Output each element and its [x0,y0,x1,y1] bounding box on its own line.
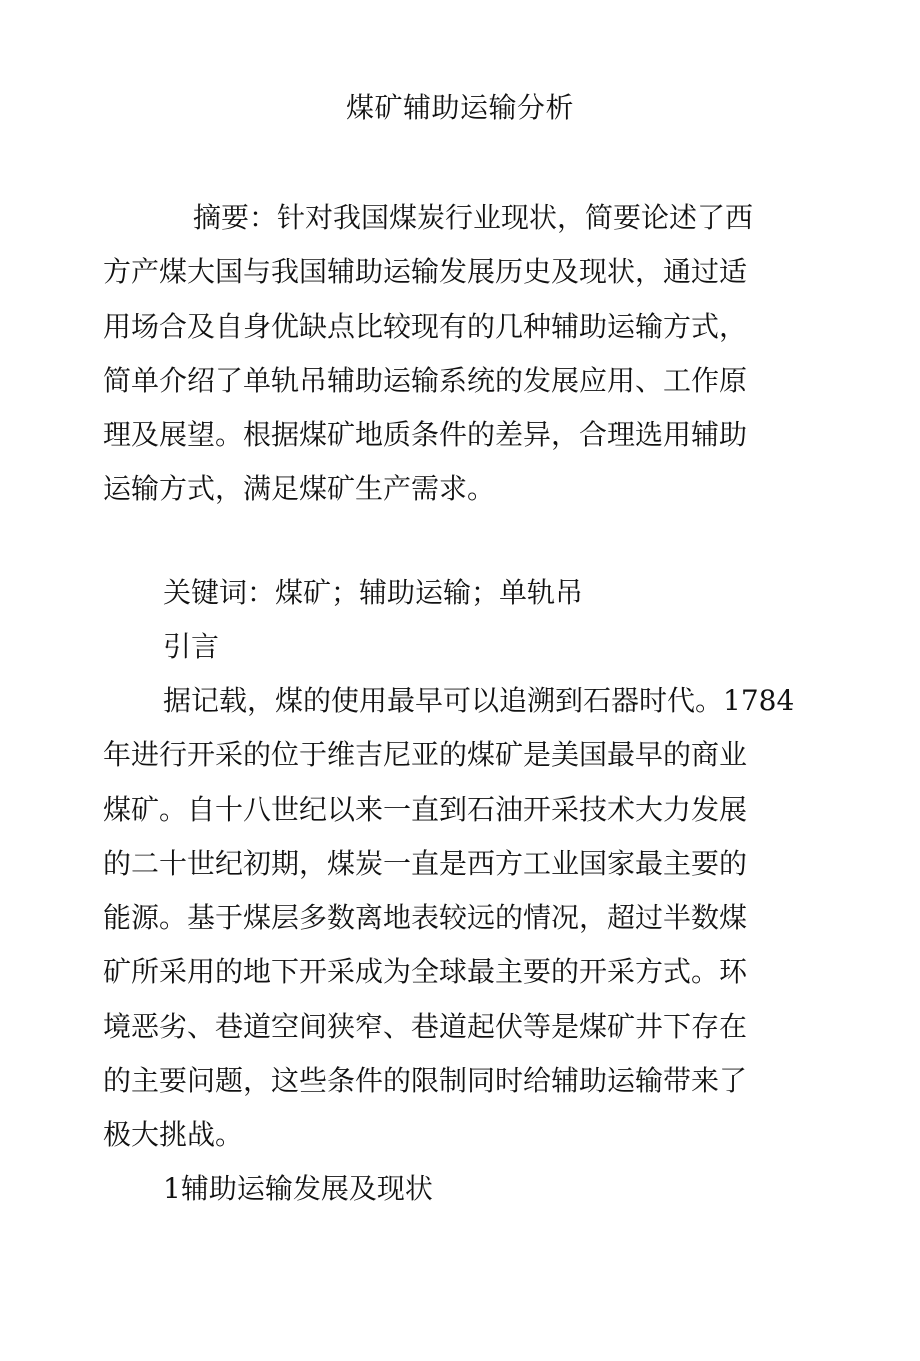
abstract-line: 摘要：针对我国煤炭行业现状，简要论述了西 [193,201,754,234]
section-heading-text: 1辅助运输发展及现状 [163,1172,433,1205]
intro-line: 境恶劣、巷道空间狭窄、巷道起伏等是煤矿井下存在 [103,1009,748,1043]
intro-heading [163,620,843,674]
intro-line: 煤矿。自十八世纪以来一直到石油开采技术大力发展 [103,792,748,826]
abstract-line: 用场合及自身优缺点比较现有的几种辅助运输方式， [103,309,748,343]
section-heading [163,1162,843,1216]
abstract-paragraph [103,191,783,517]
intro-paragraph [103,674,813,1163]
intro-line: 矿所采用的地下开采成为全球最主要的开采方式。环 [103,955,748,989]
intro-line: 能源。基于煤层多数离地表较远的情况，超过半数煤 [103,901,748,935]
abstract-line: 运输方式，满足煤矿生产需求。 [103,472,496,506]
intro-line: 的主要问题，这些条件的限制同时给辅助运输带来了 [103,1064,748,1098]
keywords-line [163,566,843,620]
abstract-line: 简单介绍了单轨吊辅助运输系统的发展应用、工作原 [103,363,748,397]
abstract-line: 理及展望。根据煤矿地质条件的差异，合理选用辅助 [103,418,748,452]
abstract-line: 方产煤大国与我国辅助运输发展历史及现状，通过适 [103,255,748,289]
document-title: 煤矿辅助运输分析 [345,91,574,124]
intro-line: 的二十世纪初期，煤炭一直是西方工业国家最主要的 [103,846,748,880]
intro-line: 年进行开采的位于维吉尼亚的煤矿是美国最早的商业 [103,738,748,772]
keywords-text: 关键词：煤矿；辅助运输；单轨吊 [163,576,584,609]
intro-line: 极大挑战。 [103,1118,244,1152]
intro-line: 据记载，煤的使用最早可以追溯到石器时代。1784 [163,684,795,717]
intro-heading-text: 引言 [163,630,220,663]
